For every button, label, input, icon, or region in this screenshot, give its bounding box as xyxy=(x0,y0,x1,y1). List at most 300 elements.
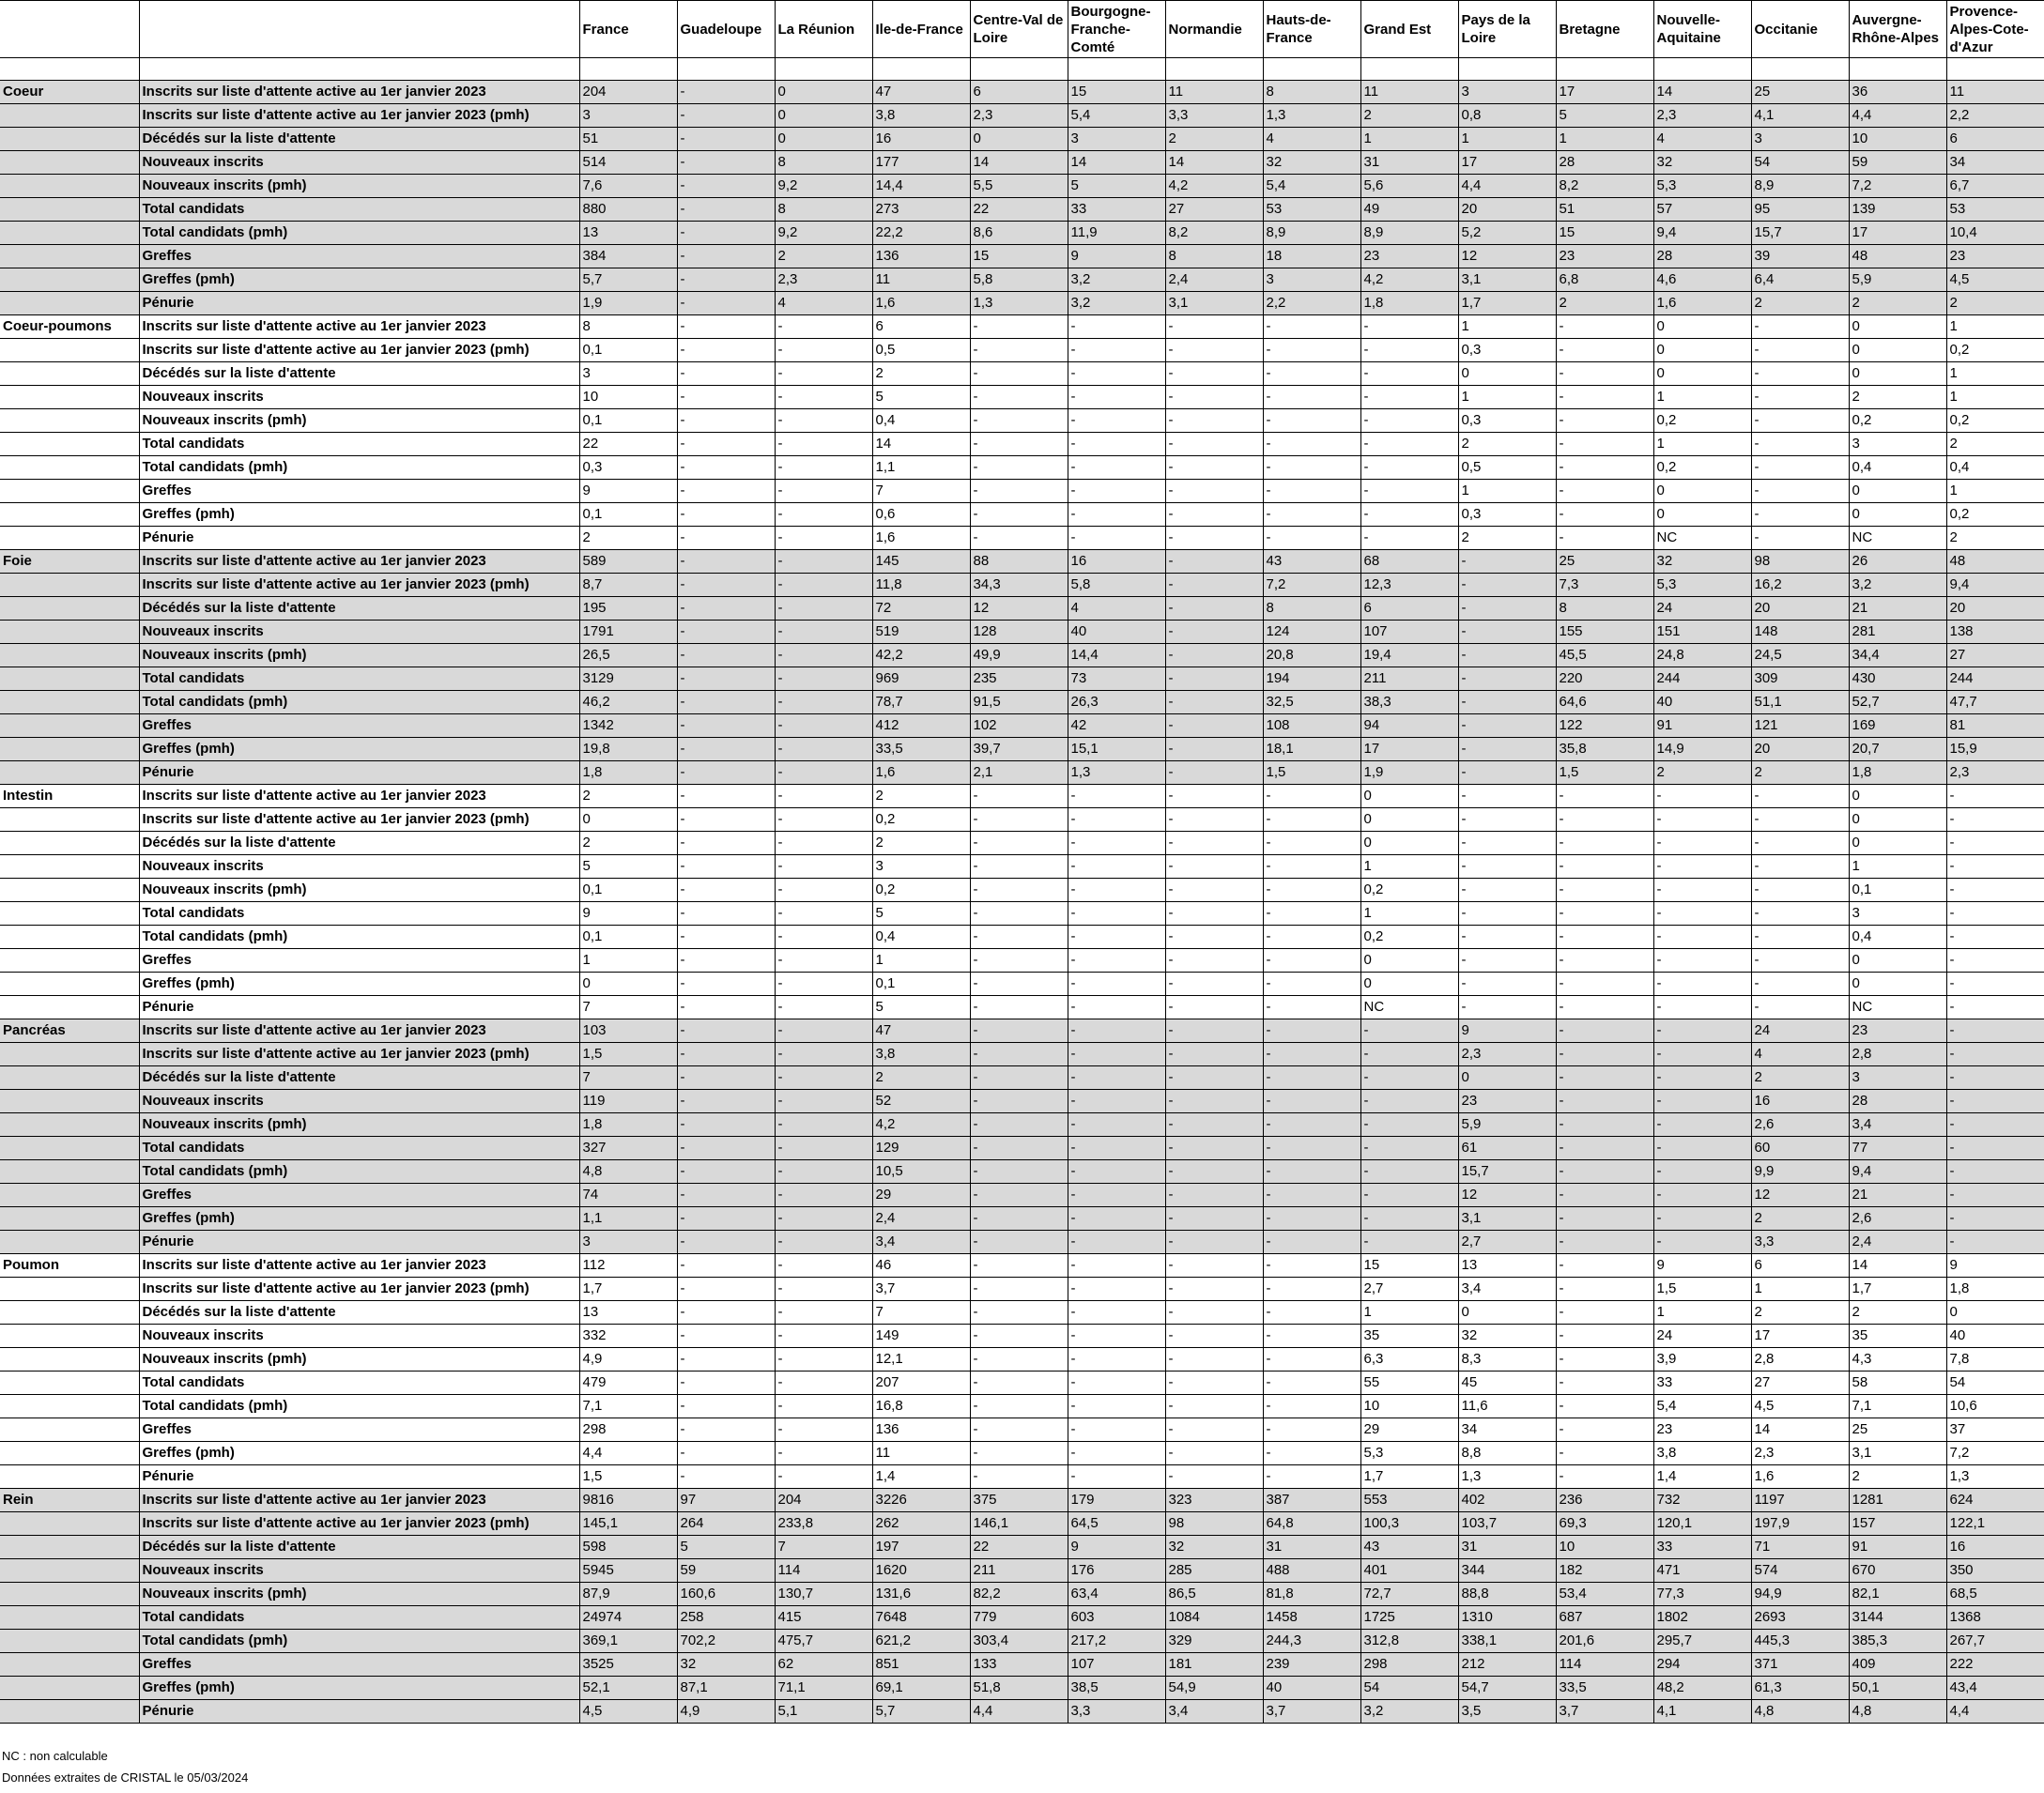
data-cell: - xyxy=(1360,1231,1458,1254)
organ-cell-empty xyxy=(0,151,139,175)
data-cell: 13 xyxy=(579,222,677,245)
data-cell: 0,3 xyxy=(1458,503,1556,527)
data-cell: - xyxy=(1263,503,1360,527)
data-cell: 73 xyxy=(1068,667,1165,691)
data-cell: 239 xyxy=(1263,1653,1360,1677)
data-cell: 49,9 xyxy=(970,644,1068,667)
data-cell: - xyxy=(1946,1019,2044,1043)
data-cell: - xyxy=(1068,1113,1165,1137)
data-cell: 338,1 xyxy=(1458,1630,1556,1653)
data-cell: 1620 xyxy=(872,1559,970,1583)
data-cell: 385,3 xyxy=(1849,1630,1946,1653)
data-cell: 138 xyxy=(1946,621,2044,644)
data-cell: - xyxy=(1556,996,1653,1019)
metric-label: Greffes (pmh) xyxy=(139,1442,579,1465)
metric-label: Greffes xyxy=(139,1418,579,1442)
metric-label: Nouveaux inscrits xyxy=(139,621,579,644)
data-cell: - xyxy=(775,1254,872,1278)
data-cell: 3,3 xyxy=(1751,1231,1849,1254)
data-cell: - xyxy=(1946,1090,2044,1113)
data-cell: 1 xyxy=(1849,855,1946,879)
data-cell: 702,2 xyxy=(677,1630,775,1653)
data-cell: 3 xyxy=(579,104,677,128)
data-cell: - xyxy=(1068,386,1165,409)
table-row xyxy=(0,175,2044,198)
data-cell: 1,1 xyxy=(579,1207,677,1231)
data-cell: - xyxy=(1263,1465,1360,1489)
table-row xyxy=(0,315,2044,339)
data-cell: 23 xyxy=(1946,245,2044,268)
data-cell: 1725 xyxy=(1360,1606,1458,1630)
data-cell: - xyxy=(1263,879,1360,902)
data-cell: - xyxy=(970,855,1068,879)
data-cell: 55 xyxy=(1360,1372,1458,1395)
table-row xyxy=(0,691,2044,714)
organ-cell-empty xyxy=(0,362,139,386)
data-cell: - xyxy=(1263,386,1360,409)
data-cell: 15 xyxy=(1068,81,1165,104)
data-cell: 2 xyxy=(872,785,970,808)
data-cell: 8 xyxy=(1263,597,1360,621)
data-cell: 1,1 xyxy=(872,456,970,480)
data-cell: 51 xyxy=(579,128,677,151)
organ-cell-empty xyxy=(0,855,139,879)
data-cell: - xyxy=(775,456,872,480)
data-cell: - xyxy=(970,902,1068,926)
data-cell: 128 xyxy=(970,621,1068,644)
organ-cell-empty xyxy=(0,949,139,973)
data-cell: 0 xyxy=(579,808,677,832)
data-cell: 3,8 xyxy=(1653,1442,1751,1465)
data-cell: - xyxy=(1068,503,1165,527)
data-cell: - xyxy=(677,1348,775,1372)
data-cell: 7,2 xyxy=(1263,574,1360,597)
table-row xyxy=(0,1395,2044,1418)
data-cell: - xyxy=(775,691,872,714)
organ-cell-empty xyxy=(0,1653,139,1677)
data-cell: - xyxy=(1556,785,1653,808)
data-cell: 5 xyxy=(872,996,970,1019)
data-cell: - xyxy=(1263,527,1360,550)
data-cell: 121 xyxy=(1751,714,1849,738)
data-cell: 26,3 xyxy=(1068,691,1165,714)
data-cell: - xyxy=(1263,855,1360,879)
data-cell: - xyxy=(677,996,775,1019)
data-cell: - xyxy=(1946,785,2044,808)
data-cell: - xyxy=(970,456,1068,480)
data-cell: - xyxy=(1556,879,1653,902)
data-cell: - xyxy=(1653,1184,1751,1207)
data-cell: 1 xyxy=(1360,855,1458,879)
data-cell: 3 xyxy=(1458,81,1556,104)
data-cell: - xyxy=(1068,1160,1165,1184)
data-cell: 13 xyxy=(1458,1254,1556,1278)
data-cell: - xyxy=(677,1442,775,1465)
data-cell: 1,7 xyxy=(1849,1278,1946,1301)
data-cell: 5,7 xyxy=(872,1700,970,1724)
data-cell: 39 xyxy=(1751,245,1849,268)
organ-cell-empty xyxy=(0,1301,139,1325)
data-cell: 3226 xyxy=(872,1489,970,1512)
table-row xyxy=(0,1207,2044,1231)
data-cell: - xyxy=(1068,1043,1165,1066)
data-cell: 68 xyxy=(1360,550,1458,574)
data-cell: - xyxy=(1946,855,2044,879)
data-cell: 15,7 xyxy=(1751,222,1849,245)
data-cell: 2 xyxy=(1751,761,1849,785)
data-cell: 1,5 xyxy=(579,1043,677,1066)
data-cell: - xyxy=(1263,1372,1360,1395)
data-cell: 4,4 xyxy=(579,1442,677,1465)
column-header-la-reunion: La Réunion xyxy=(775,1,872,58)
data-cell: 1,5 xyxy=(1556,761,1653,785)
data-cell: - xyxy=(970,808,1068,832)
data-cell: - xyxy=(1653,1137,1751,1160)
data-cell: - xyxy=(1165,714,1263,738)
data-cell: 11,6 xyxy=(1458,1395,1556,1418)
data-cell: - xyxy=(775,996,872,1019)
data-cell: 25 xyxy=(1849,1418,1946,1442)
data-cell: - xyxy=(1165,480,1263,503)
table-row xyxy=(0,339,2044,362)
data-cell: - xyxy=(1556,1184,1653,1207)
data-cell: 1,3 xyxy=(1946,1465,2044,1489)
data-cell: 0 xyxy=(1849,480,1946,503)
organ-label: Poumon xyxy=(0,1254,139,1278)
data-cell: 1,3 xyxy=(1263,104,1360,128)
data-cell: 103,7 xyxy=(1458,1512,1556,1536)
data-cell: - xyxy=(677,1465,775,1489)
data-cell: - xyxy=(1458,597,1556,621)
data-cell: 244 xyxy=(1946,667,2044,691)
data-cell: - xyxy=(1360,339,1458,362)
data-cell: 1 xyxy=(1458,128,1556,151)
data-cell: 2 xyxy=(872,362,970,386)
data-cell: 0,6 xyxy=(872,503,970,527)
data-cell: - xyxy=(1458,855,1556,879)
data-cell: - xyxy=(970,1465,1068,1489)
table-row xyxy=(0,480,2044,503)
metric-label: Inscrits sur liste d'attente active au 1er janvier 2023 (pmh) xyxy=(139,339,579,362)
data-cell: 4,1 xyxy=(1653,1700,1751,1724)
data-cell: - xyxy=(970,503,1068,527)
data-cell: - xyxy=(1653,1160,1751,1184)
data-cell: - xyxy=(1263,433,1360,456)
data-cell: 3,2 xyxy=(1068,292,1165,315)
blank-cell xyxy=(677,58,775,81)
data-cell: 7648 xyxy=(872,1606,970,1630)
organ-cell-empty xyxy=(0,1512,139,1536)
data-cell: - xyxy=(677,1019,775,1043)
data-cell: - xyxy=(970,996,1068,1019)
data-cell: NC xyxy=(1653,527,1751,550)
data-cell: 1,7 xyxy=(1458,292,1556,315)
data-cell: 4,6 xyxy=(1653,268,1751,292)
data-cell: 1,8 xyxy=(1946,1278,2044,1301)
data-cell: 3,8 xyxy=(872,1043,970,1066)
data-cell: 2 xyxy=(579,832,677,855)
data-cell: 212 xyxy=(1458,1653,1556,1677)
data-cell: 514 xyxy=(579,151,677,175)
data-cell: 3,3 xyxy=(1068,1700,1165,1724)
data-cell: - xyxy=(1458,949,1556,973)
data-cell: - xyxy=(1458,926,1556,949)
data-cell: - xyxy=(970,362,1068,386)
data-cell: - xyxy=(1165,1066,1263,1090)
data-cell: - xyxy=(1751,879,1849,902)
data-cell: 42,2 xyxy=(872,644,970,667)
data-cell: 779 xyxy=(970,1606,1068,1630)
data-cell: 145 xyxy=(872,550,970,574)
data-cell: 0,2 xyxy=(1653,409,1751,433)
data-cell: - xyxy=(775,973,872,996)
data-cell: 71,1 xyxy=(775,1677,872,1700)
data-cell: - xyxy=(677,456,775,480)
data-cell: - xyxy=(1556,362,1653,386)
data-cell: 17 xyxy=(1360,738,1458,761)
data-cell: - xyxy=(970,1348,1068,1372)
data-cell: 3,3 xyxy=(1165,104,1263,128)
data-cell: 71 xyxy=(1751,1536,1849,1559)
data-cell: - xyxy=(1360,1113,1458,1137)
organ-cell-empty xyxy=(0,1160,139,1184)
data-cell: 14 xyxy=(1751,1418,1849,1442)
table-row xyxy=(0,1418,2044,1442)
data-cell: 4 xyxy=(775,292,872,315)
blank-cell xyxy=(775,58,872,81)
data-cell: 8,2 xyxy=(1165,222,1263,245)
data-cell: - xyxy=(1751,386,1849,409)
data-cell: - xyxy=(1458,785,1556,808)
data-cell: 1,9 xyxy=(579,292,677,315)
data-cell: - xyxy=(1653,1066,1751,1090)
data-cell: 54 xyxy=(1360,1677,1458,1700)
data-cell: 148 xyxy=(1751,621,1849,644)
data-cell: - xyxy=(775,667,872,691)
metric-label: Greffes xyxy=(139,1653,579,1677)
data-cell: - xyxy=(775,785,872,808)
footnote-nc: NC : non calculable xyxy=(2,1749,108,1763)
data-cell: 13 xyxy=(579,1301,677,1325)
data-cell: 285 xyxy=(1165,1559,1263,1583)
data-cell: - xyxy=(1556,1207,1653,1231)
data-cell: - xyxy=(677,1325,775,1348)
data-cell: 1,4 xyxy=(1653,1465,1751,1489)
data-cell: 45 xyxy=(1458,1372,1556,1395)
data-cell: - xyxy=(1458,761,1556,785)
metric-label: Nouveaux inscrits xyxy=(139,855,579,879)
organ-cell-empty xyxy=(0,1137,139,1160)
data-cell: - xyxy=(1556,926,1653,949)
data-cell: - xyxy=(970,527,1068,550)
data-cell: - xyxy=(1263,902,1360,926)
data-cell: - xyxy=(1165,1160,1263,1184)
data-cell: 2,1 xyxy=(970,761,1068,785)
data-cell: - xyxy=(970,1442,1068,1465)
data-cell: 16 xyxy=(1068,550,1165,574)
data-cell: 5,3 xyxy=(1360,1442,1458,1465)
data-cell: 4,2 xyxy=(1360,268,1458,292)
data-cell: - xyxy=(1263,949,1360,973)
data-cell: - xyxy=(677,409,775,433)
organ-label: Coeur-poumons xyxy=(0,315,139,339)
data-cell: - xyxy=(1458,644,1556,667)
data-cell: NC xyxy=(1849,527,1946,550)
data-cell: - xyxy=(970,1137,1068,1160)
data-cell: 9 xyxy=(1458,1019,1556,1043)
data-cell: - xyxy=(677,527,775,550)
data-cell: 220 xyxy=(1556,667,1653,691)
data-cell: 12 xyxy=(1751,1184,1849,1207)
data-cell: - xyxy=(970,433,1068,456)
data-cell: 5,2 xyxy=(1458,222,1556,245)
data-cell: - xyxy=(970,315,1068,339)
data-cell: - xyxy=(1653,1090,1751,1113)
table-row xyxy=(0,1653,2044,1677)
data-cell: 48 xyxy=(1849,245,1946,268)
data-cell: - xyxy=(775,1066,872,1090)
data-cell: - xyxy=(677,1184,775,1207)
metric-label: Total candidats (pmh) xyxy=(139,1395,579,1418)
organ-cell-empty xyxy=(0,973,139,996)
table-row xyxy=(0,1019,2044,1043)
data-cell: - xyxy=(775,1395,872,1418)
data-cell: 107 xyxy=(1360,621,1458,644)
blank-cell xyxy=(970,58,1068,81)
data-cell: - xyxy=(1068,1442,1165,1465)
data-cell: 0 xyxy=(970,128,1068,151)
metric-label: Décédés sur la liste d'attente xyxy=(139,362,579,386)
table-row xyxy=(0,1278,2044,1301)
data-cell: 1,9 xyxy=(1360,761,1458,785)
data-cell: 323 xyxy=(1165,1489,1263,1512)
data-cell: - xyxy=(1165,808,1263,832)
data-cell: - xyxy=(1360,1207,1458,1231)
data-cell: 3,5 xyxy=(1458,1700,1556,1724)
data-cell: - xyxy=(1165,902,1263,926)
data-cell: - xyxy=(970,1066,1068,1090)
data-cell: - xyxy=(1458,879,1556,902)
data-cell: 10 xyxy=(1360,1395,1458,1418)
data-cell: - xyxy=(677,1395,775,1418)
metric-label: Inscrits sur liste d'attente active au 1er janvier 2023 xyxy=(139,1489,579,1512)
blank-cell xyxy=(139,58,579,81)
organ-cell-empty xyxy=(0,1372,139,1395)
data-cell: - xyxy=(1556,386,1653,409)
data-cell: 4 xyxy=(1263,128,1360,151)
blank-cell xyxy=(1751,58,1849,81)
data-cell: 5,9 xyxy=(1458,1113,1556,1137)
data-cell: 38,5 xyxy=(1068,1677,1165,1700)
data-cell: 12,1 xyxy=(872,1348,970,1372)
data-cell: - xyxy=(677,1301,775,1325)
metric-label: Décédés sur la liste d'attente xyxy=(139,128,579,151)
data-cell: 25 xyxy=(1556,550,1653,574)
data-cell: - xyxy=(1263,409,1360,433)
data-cell: - xyxy=(1556,973,1653,996)
data-cell: - xyxy=(1751,973,1849,996)
data-cell: 78,7 xyxy=(872,691,970,714)
data-cell: 151 xyxy=(1653,621,1751,644)
data-cell: 5 xyxy=(677,1536,775,1559)
data-cell: - xyxy=(677,386,775,409)
metric-label: Nouveaux inscrits xyxy=(139,1559,579,1583)
data-cell: - xyxy=(1556,1348,1653,1372)
data-cell: 233,8 xyxy=(775,1512,872,1536)
data-cell: 53 xyxy=(1263,198,1360,222)
data-cell: 4,4 xyxy=(1458,175,1556,198)
data-cell: - xyxy=(1653,949,1751,973)
data-cell: 77 xyxy=(1849,1137,1946,1160)
column-header-centre-val-de-loire: Centre-Val de Loire xyxy=(970,1,1068,58)
data-cell: - xyxy=(1263,1043,1360,1066)
data-cell: 3,1 xyxy=(1458,268,1556,292)
data-cell: 17 xyxy=(1556,81,1653,104)
data-cell: 0,1 xyxy=(579,339,677,362)
organ-cell-empty xyxy=(0,879,139,902)
data-cell: 1,8 xyxy=(579,761,677,785)
data-cell: - xyxy=(1263,926,1360,949)
blank-cell xyxy=(1946,58,2044,81)
data-cell: 1 xyxy=(1653,386,1751,409)
data-cell: 169 xyxy=(1849,714,1946,738)
data-cell: - xyxy=(677,832,775,855)
data-cell: 100,3 xyxy=(1360,1512,1458,1536)
data-cell: 81 xyxy=(1946,714,2044,738)
data-cell: - xyxy=(775,1207,872,1231)
data-cell: 2 xyxy=(579,785,677,808)
data-cell: 2,8 xyxy=(1849,1043,1946,1066)
data-cell: 295,7 xyxy=(1653,1630,1751,1653)
data-cell: 488 xyxy=(1263,1559,1360,1583)
data-cell: - xyxy=(1068,785,1165,808)
metric-label: Total candidats (pmh) xyxy=(139,1160,579,1184)
data-cell: 24,5 xyxy=(1751,644,1849,667)
data-cell: - xyxy=(1263,1160,1360,1184)
metric-label: Greffes xyxy=(139,949,579,973)
data-cell: 64,6 xyxy=(1556,691,1653,714)
data-cell: 384 xyxy=(579,245,677,268)
data-cell: 197,9 xyxy=(1751,1512,1849,1536)
data-cell: - xyxy=(677,245,775,268)
data-cell: - xyxy=(775,761,872,785)
data-cell: 24 xyxy=(1653,1325,1751,1348)
data-cell: 11,9 xyxy=(1068,222,1165,245)
data-cell: - xyxy=(1360,1184,1458,1207)
data-cell: 33,5 xyxy=(1556,1677,1653,1700)
data-cell: 74 xyxy=(579,1184,677,1207)
data-cell: 0,2 xyxy=(1946,409,2044,433)
data-cell: 258 xyxy=(677,1606,775,1630)
data-cell: - xyxy=(970,480,1068,503)
data-cell: - xyxy=(1653,1231,1751,1254)
data-cell: - xyxy=(1068,1465,1165,1489)
data-cell: - xyxy=(970,879,1068,902)
data-cell: - xyxy=(1360,1090,1458,1113)
data-cell: 2 xyxy=(1849,386,1946,409)
table-row xyxy=(0,1606,2044,1630)
data-cell: - xyxy=(775,1301,872,1325)
organ-cell-empty xyxy=(0,1606,139,1630)
data-cell: 29 xyxy=(1360,1418,1458,1442)
data-cell: 7 xyxy=(579,1066,677,1090)
organ-cell-empty xyxy=(0,1395,139,1418)
data-cell: - xyxy=(1165,973,1263,996)
data-cell: 0 xyxy=(1849,785,1946,808)
data-cell: 40 xyxy=(1263,1677,1360,1700)
data-cell: 0,5 xyxy=(1458,456,1556,480)
table-row xyxy=(0,667,2044,691)
